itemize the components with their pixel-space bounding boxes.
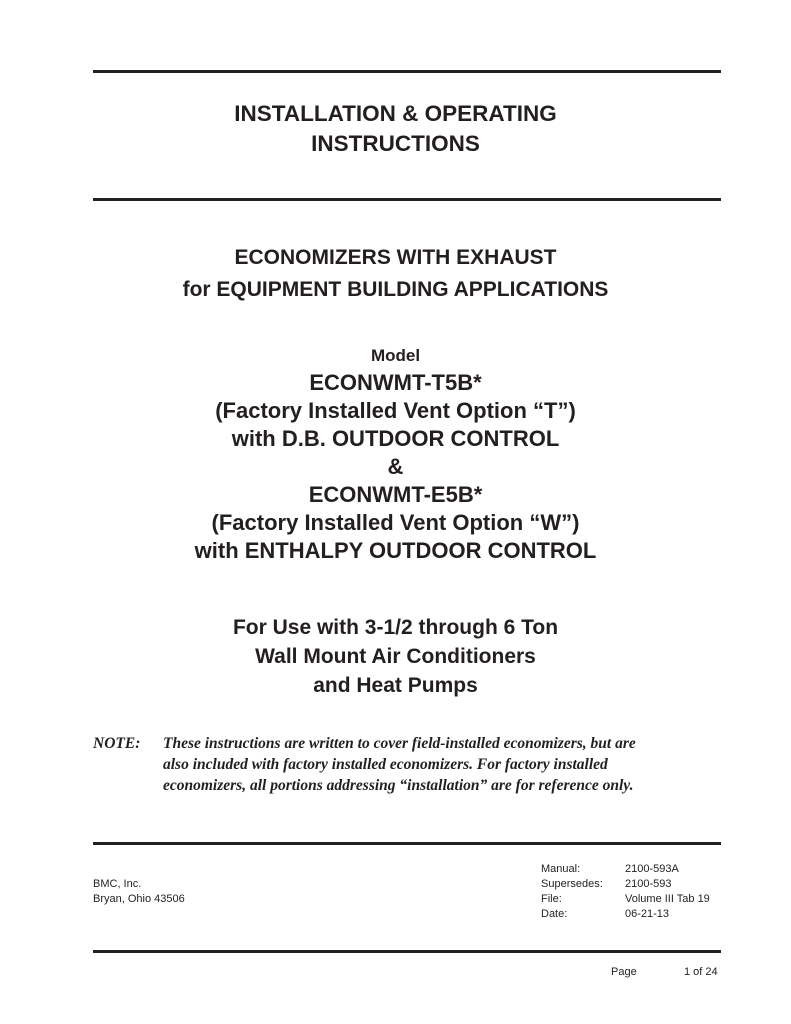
note-line: economizers, all portions addressing “installation” are for reference only.: [163, 777, 634, 794]
footer-bottom-rule: [93, 950, 721, 953]
date-value: 06-21-13: [625, 908, 670, 920]
title-line-1: INSTALLATION & OPERATING: [234, 101, 557, 126]
title-rule: [93, 198, 721, 201]
usage-line: Wall Mount Air Conditioners: [255, 645, 536, 668]
page-label: Page: [611, 966, 637, 978]
note-label: NOTE:: [93, 735, 141, 752]
footer-top-rule: [93, 842, 721, 845]
usage-line: and Heat Pumps: [313, 674, 478, 697]
manual-label: Manual:: [541, 863, 581, 875]
supersedes-value: 2100-593: [625, 878, 672, 890]
subtitle-line-1: ECONOMIZERS WITH EXHAUST: [234, 246, 557, 269]
manual-value: 2100-593A: [625, 863, 679, 875]
model-line: with ENTHALPY OUTDOOR CONTROL: [194, 538, 597, 563]
supersedes-label: Supersedes:: [541, 878, 603, 890]
page-number: 1 of 24: [684, 966, 718, 978]
model-line: with D.B. OUTDOOR CONTROL: [231, 426, 560, 451]
model-line: (Factory Installed Vent Option “W”): [211, 510, 580, 535]
note-line: These instructions are written to cover field-installed economizers, but are: [163, 735, 636, 752]
company-address: Bryan, Ohio 43506: [93, 893, 185, 905]
model-line: ECONWMT-T5B*: [309, 370, 482, 395]
file-value: Volume III Tab 19: [625, 893, 710, 905]
model-label: Model: [370, 346, 421, 365]
top-rule: [93, 70, 721, 73]
date-label: Date:: [541, 908, 568, 920]
model-line: &: [387, 454, 404, 479]
title-line-2: INSTRUCTIONS: [311, 131, 480, 156]
note-line: also included with factory installed economizers. For factory installed: [163, 756, 608, 773]
model-line: ECONWMT-E5B*: [308, 482, 483, 507]
file-label: File:: [541, 893, 562, 905]
company-name: BMC, Inc.: [93, 878, 142, 890]
model-line: (Factory Installed Vent Option “T”): [215, 398, 576, 423]
subtitle-line-2: for EQUIPMENT BUILDING APPLICATIONS: [182, 278, 609, 301]
usage-line: For Use with 3-1/2 through 6 Ton: [232, 616, 559, 639]
